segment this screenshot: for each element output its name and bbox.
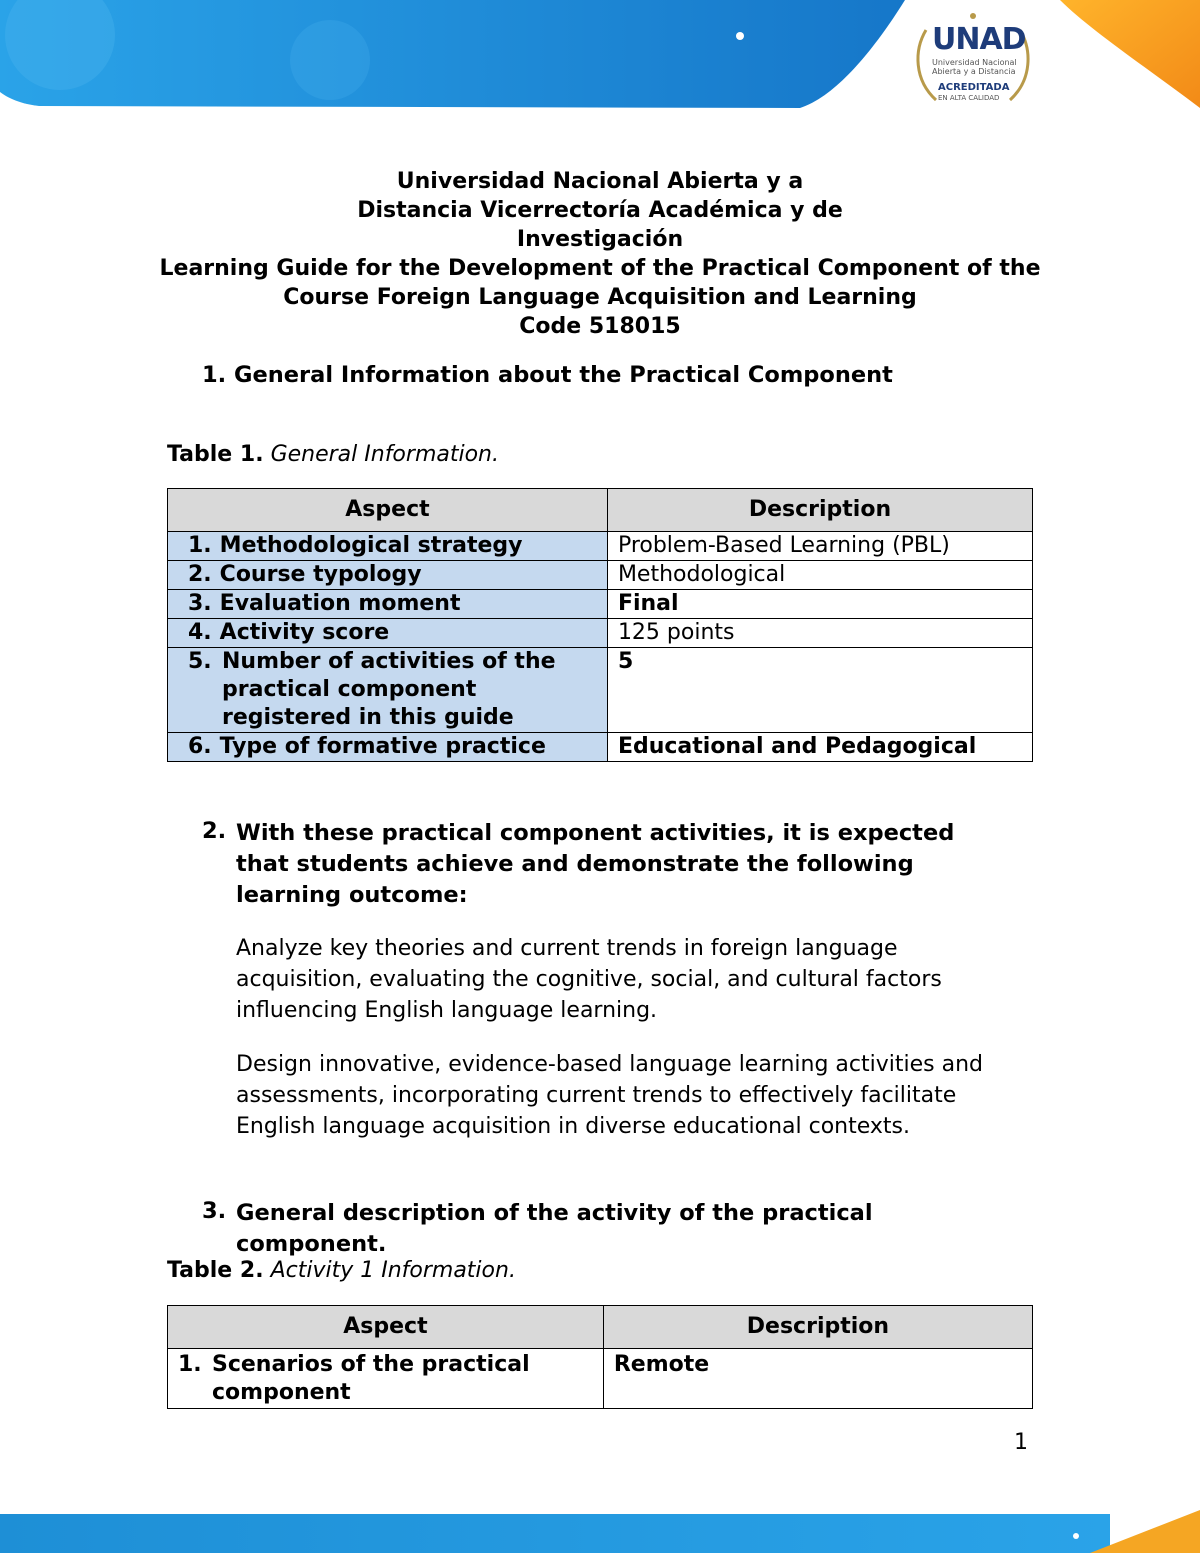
aspect-cell: 5. Number of activities of the practical component registered in this guide <box>168 648 608 733</box>
header-aspect: Aspect <box>168 1306 604 1349</box>
unad-logo <box>908 10 1038 106</box>
table-2-title: Activity 1 Information. <box>270 1258 516 1283</box>
table-row <box>168 532 1033 561</box>
table-row <box>168 1349 1033 1409</box>
title-line-1: Universidad Nacional Abierta y a <box>396 169 804 194</box>
header-description: Description <box>607 489 1032 532</box>
learning-outcome-1: Analyze key theories and current trends in foreign language acquisition, evaluating the cognitive, social, and cultural factors influencing English language learning. <box>236 936 942 1023</box>
title-line-4: Learning Guide for the Development of the Practical Component of the <box>159 256 1041 281</box>
general-information-table <box>167 488 1033 762</box>
section-1-heading: 1. General Information about the Practical Component <box>202 362 893 388</box>
activity-information-table <box>167 1305 1033 1409</box>
table-header-row <box>168 489 1033 532</box>
description-cell: 125 points <box>607 619 1032 648</box>
aspect-cell: 2. Course typology <box>168 561 608 590</box>
description-cell: Remote <box>603 1349 1032 1409</box>
aspect-cell: 4. Activity score <box>168 619 608 648</box>
logo-subtitle-2: Abierta y a Distancia <box>932 67 1016 76</box>
logo-quality: EN ALTA CALIDAD <box>938 94 1000 102</box>
section-2-number: 2. <box>202 818 227 844</box>
table-row <box>168 561 1033 590</box>
page-number: 1 <box>1014 1430 1028 1455</box>
title-line-2: Distancia Vicerrectoría Académica y de <box>357 198 843 223</box>
description-cell: 5 <box>607 648 1032 733</box>
description-cell: Final <box>607 590 1032 619</box>
section-3-number: 3. <box>202 1198 227 1224</box>
title-line-6: Code 518015 <box>519 314 681 339</box>
logo-wordmark: UNAD <box>932 22 1026 57</box>
footer-banner <box>0 1510 1200 1553</box>
description-cell: Methodological <box>607 561 1032 590</box>
table-row <box>168 733 1033 762</box>
learning-outcome-2: Design innovative, evidence-based language learning activities and assessments, incorporating current trends to effectively facilitate English language acquisition in diverse educational contexts. <box>236 1052 984 1139</box>
header-description: Description <box>603 1306 1032 1349</box>
table-1-caption <box>167 442 499 467</box>
title-line-3: Investigación <box>516 227 684 252</box>
table-row <box>168 590 1033 619</box>
header-aspect: Aspect <box>168 489 608 532</box>
table-row <box>168 648 1033 733</box>
title-line-5: Course Foreign Language Acquisition and Learning <box>283 285 917 310</box>
aspect-cell: 1. Scenarios of the practical component <box>168 1349 604 1409</box>
aspect-cell: 3. Evaluation moment <box>168 590 608 619</box>
table-2-caption <box>167 1258 516 1283</box>
table-2-label: Table 2. <box>167 1258 264 1283</box>
table-1-label: Table 1. <box>167 442 264 467</box>
logo-accredited: ACREDITADA <box>938 82 1010 93</box>
table-header-row <box>168 1306 1033 1349</box>
aspect-cell: 1. Methodological strategy <box>168 532 608 561</box>
table-1-title: General Information. <box>270 442 499 467</box>
table-row <box>168 619 1033 648</box>
description-cell: Educational and Pedagogical <box>607 733 1032 762</box>
logo-subtitle-1: Universidad Nacional <box>932 58 1017 67</box>
section-2-heading: With these practical component activities, it is expected that students achieve and demonstrate the following learning outcome: <box>236 820 955 908</box>
aspect-cell: 6. Type of formative practice <box>168 733 608 762</box>
section-3-heading: General description of the activity of the practical component. <box>236 1200 873 1257</box>
description-cell: Problem-Based Learning (PBL) <box>607 532 1032 561</box>
